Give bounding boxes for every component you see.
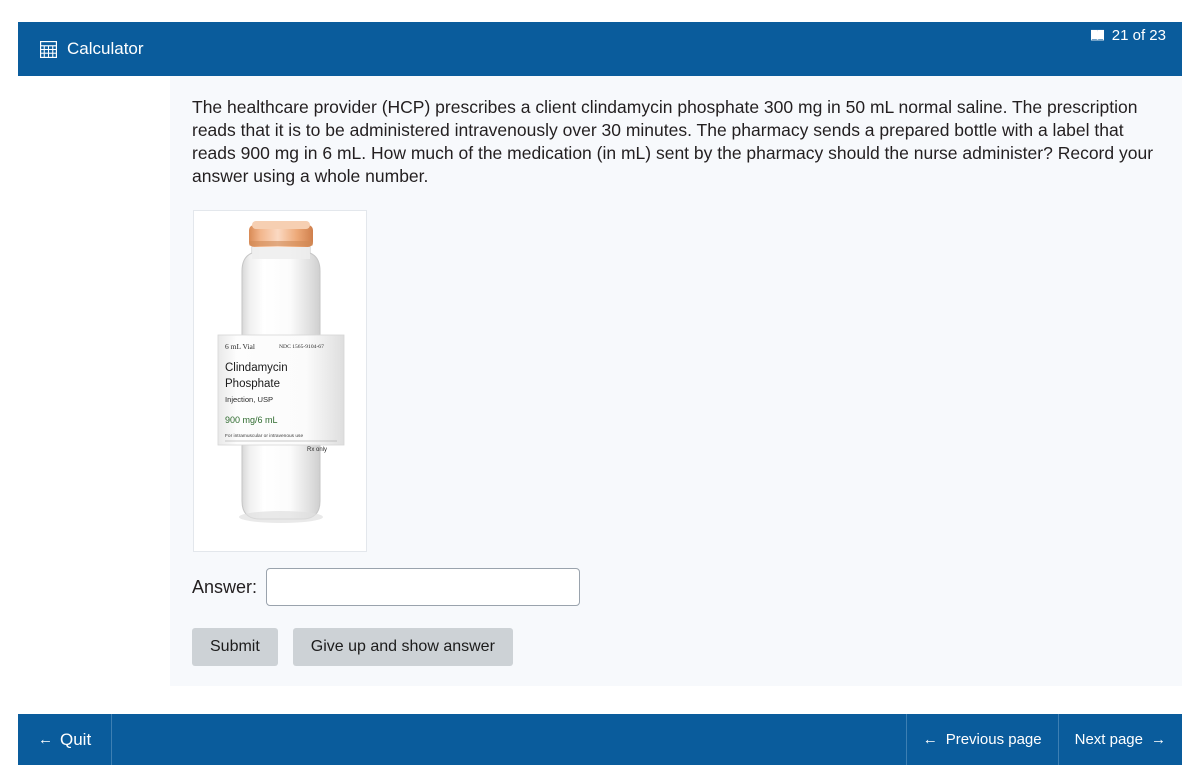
quit-label: Quit bbox=[60, 729, 92, 749]
bottom-navigation-bar bbox=[18, 714, 1182, 765]
svg-text:900 mg/6 mL: 900 mg/6 mL bbox=[225, 415, 278, 425]
action-buttons bbox=[192, 628, 513, 666]
answer-input[interactable] bbox=[266, 568, 580, 606]
next-page-button[interactable] bbox=[1059, 714, 1182, 765]
book-icon bbox=[1090, 28, 1105, 43]
page-counter bbox=[1090, 27, 1166, 44]
page-counter-label: 21 of 23 bbox=[1111, 27, 1166, 44]
page-nav-group bbox=[906, 714, 1182, 765]
calculator-icon bbox=[40, 41, 57, 58]
top-toolbar bbox=[18, 22, 1182, 76]
submit-button[interactable]: Submit bbox=[192, 628, 278, 666]
calculator-label: Calculator bbox=[67, 39, 144, 58]
question-panel bbox=[170, 76, 1182, 686]
answer-row bbox=[192, 568, 580, 606]
answer-label: Answer: bbox=[192, 576, 258, 597]
svg-text:6 mL Vial: 6 mL Vial bbox=[225, 342, 255, 351]
svg-text:Injection, USP: Injection, USP bbox=[225, 395, 274, 404]
next-page-label: Next page bbox=[1074, 731, 1143, 748]
svg-text:For intramuscular or intraveno: For intramuscular or intravenous use bbox=[225, 434, 304, 439]
arrow-left-icon: ← bbox=[38, 731, 53, 748]
previous-page-button[interactable] bbox=[906, 714, 1059, 765]
svg-text:Clindamycin: Clindamycin bbox=[225, 362, 288, 374]
arrow-left-icon: ← bbox=[922, 731, 938, 748]
svg-text:Phosphate: Phosphate bbox=[225, 378, 280, 390]
svg-text:NDC 1565-9104-67: NDC 1565-9104-67 bbox=[279, 344, 324, 350]
give-up-show-answer-button[interactable]: Give up and show answer bbox=[293, 628, 513, 666]
quit-button[interactable] bbox=[18, 714, 112, 765]
previous-page-label: Previous page bbox=[945, 731, 1042, 748]
question-text: The healthcare provider (HCP) prescribes a client clindamycin phosphate 300 mg in 50 mL normal saline. The prescription reads that it is to be administered intravenously over 30 minutes. The pharmacy sends a prepared bottle with a label that reads 900 mg in 6 mL. How much of the medication (in mL) sent by the pharmacy should the nurse administer? Record your answer using a whole number. bbox=[192, 97, 1154, 186]
svg-text:Rx only: Rx only bbox=[307, 447, 328, 453]
calculator-button[interactable] bbox=[40, 39, 144, 59]
arrow-right-icon: → bbox=[1151, 731, 1166, 748]
medication-vial-image bbox=[193, 210, 367, 552]
